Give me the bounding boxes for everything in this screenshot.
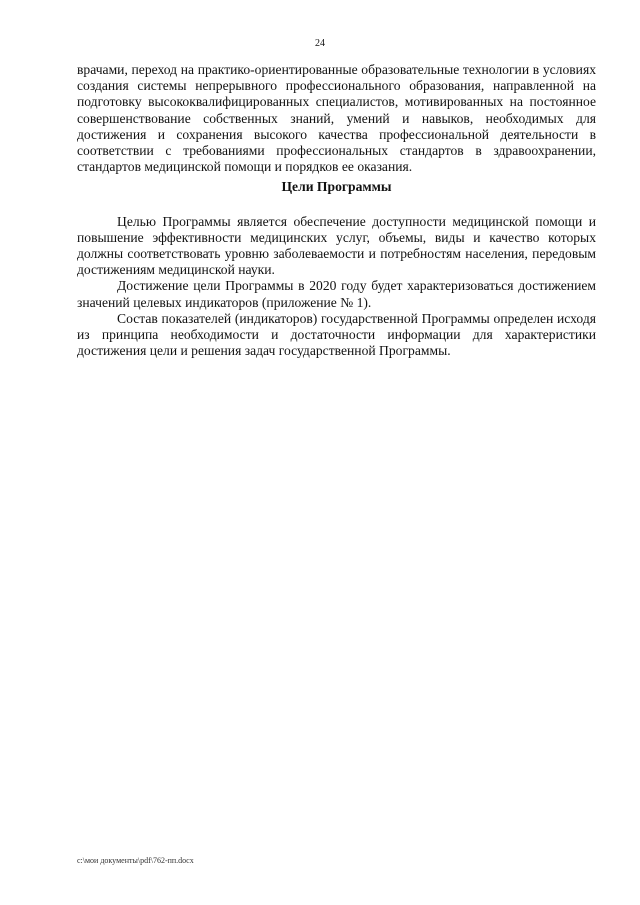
continuation-paragraph: врачами, переход на практико-ориентированные образовательные технологии в условиях создания системы непрерывного профессионального образования, направленной на подготовку высококвалифицированных специалистов, мотивированных на постоянное совершенствование собственных знаний, умений и навыков, необходимых для достижения и сохранения высокого качества профессиональной деятельности в соответствии с требованиями профессиональных стандартов в здравоохранении, стандартов медицинской помощи и порядков ее оказания. xyxy=(77,62,596,175)
paragraph-indicators: Состав показателей (индикаторов) государственной Программы определен исходя из принципа необходимости и достаточности информации для характеристики достижения цели и решения задач государственной Программы. xyxy=(77,310,596,359)
page-number: 24 xyxy=(315,38,325,49)
section-heading: Цели Программы xyxy=(281,179,392,195)
paragraph-achievement: Достижение цели Программы в 2020 году будет характеризоваться достижением значений целевых индикаторов (приложение № 1). xyxy=(77,278,596,310)
paragraph-goal: Целью Программы является обеспечение доступности медицинской помощи и повышение эффективности медицинских услуг, объемы, виды и качество которых должны соответствовать уровню заболеваемости и потребностям населения, передовым достижениям медицинской науки. xyxy=(77,213,596,278)
footer-file-path: c:\мои документы\pdf\762-пп.docx xyxy=(77,856,194,865)
document-body xyxy=(77,62,596,359)
